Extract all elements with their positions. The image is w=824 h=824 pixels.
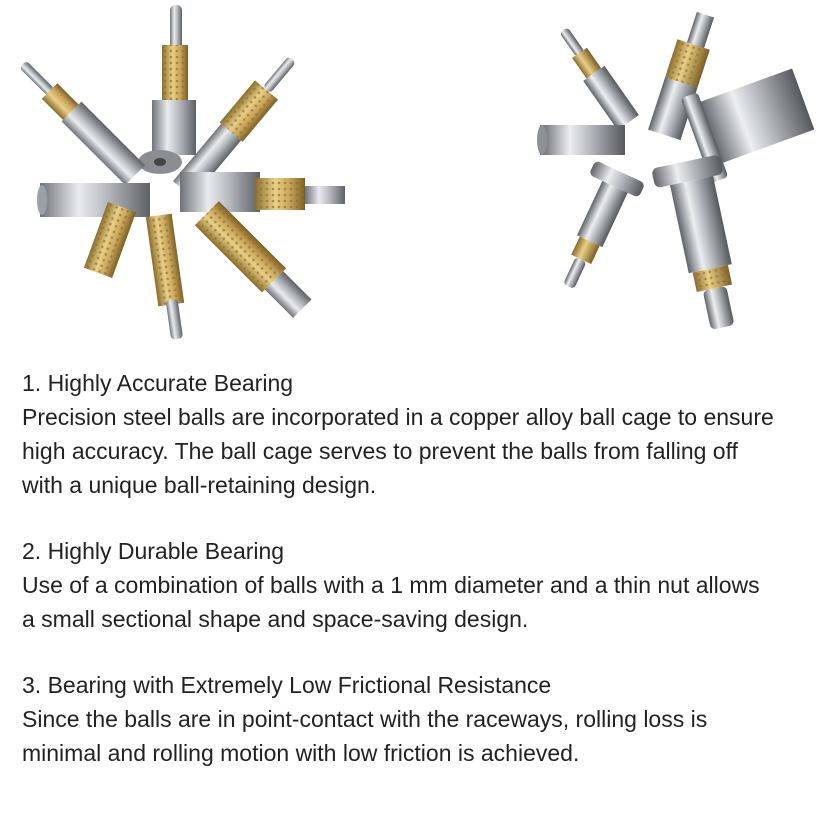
feature-line: with a unique ball-retaining design. [22, 472, 377, 498]
feature-line: Use of a combination of balls with a 1 mm diameter and a thin nut allows [22, 572, 760, 598]
ball-guide-posts-photo-left [0, 0, 350, 350]
feature-item-2 [22, 534, 812, 636]
feature-line: a small sectional shape and space-saving design. [22, 606, 529, 632]
feature-title: 2. Highly Durable Bearing [22, 538, 285, 564]
feature-line: minimal and rolling motion with low friction is achieved. [22, 740, 580, 766]
feature-line: high accuracy. The ball cage serves to prevent the balls from falling off [22, 438, 738, 464]
feature-line: Since the balls are in point-contact with the raceways, rolling loss is [22, 706, 708, 732]
feature-line: Precision steel balls are incorporated in a copper alloy ball cage to ensure [22, 404, 774, 430]
feature-title: 1. Highly Accurate Bearing [22, 370, 294, 396]
product-photos [0, 0, 824, 350]
feature-item-1 [22, 366, 812, 502]
feature-item-3 [22, 668, 812, 770]
ball-guide-posts-photo-right [470, 0, 824, 340]
feature-title: 3. Bearing with Extremely Low Frictional Resistance [22, 672, 552, 698]
feature-list [22, 366, 812, 802]
